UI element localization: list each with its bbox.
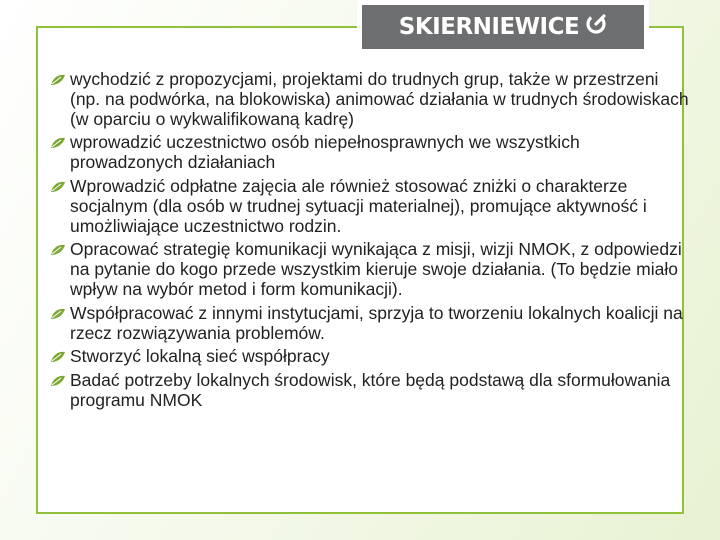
leaf-bullet-icon bbox=[50, 179, 66, 193]
list-item-text: Współpracować z innymi instytucjami, sprzyja to tworzeniu lokalnych koalicji na rzecz rozwiązywania problemów. bbox=[70, 302, 683, 343]
list-item bbox=[50, 240, 690, 299]
logo-box bbox=[357, 0, 649, 54]
list-item bbox=[50, 371, 690, 411]
skierniewice-logo-mark-icon bbox=[585, 13, 607, 41]
list-item-text: wychodzić z propozycjami, projektami do trudnych grup, także w przestrzeni (np. na podwórka, na blokowiska) animować działania w trudnych środowiskach (w oparciu o wykwalifikowaną kadrę) bbox=[70, 69, 689, 129]
leaf-bullet-icon bbox=[50, 72, 66, 86]
bullet-list bbox=[50, 70, 690, 415]
list-item bbox=[50, 133, 690, 173]
leaf-bullet-icon bbox=[50, 242, 66, 256]
list-item-text: Wprowadzić odpłatne zajęcia ale również stosować zniżki o charakterze socjalnym (dla osób w trudnej sytuacji materialnej), promujące aktywność i umożliwiające uczestnictwo rodzin. bbox=[70, 175, 647, 236]
leaf-bullet-icon bbox=[50, 373, 66, 387]
list-item bbox=[50, 70, 690, 129]
list-item-text: wprowadzić uczestnictwo osób niepełnosprawnych we wszystkich prowadzonych działaniach bbox=[70, 132, 580, 173]
list-item-text: Stworzyć lokalną sieć współpracy bbox=[70, 346, 330, 367]
list-item-text: Badać potrzeby lokalnych środowisk, które będą podstawą dla sformułowania programu NMOK bbox=[70, 370, 671, 410]
leaf-bullet-icon bbox=[50, 135, 66, 149]
list-item-text: Opracować strategię komunikacji wynikająca z misji, wizji NMOK, z odpowiedzi na pytanie do kogo przede wszystkim kieruje swoje działania. (To będzie miało wpływ na wybór metod i form komunikacji). bbox=[70, 239, 682, 299]
leaf-bullet-icon bbox=[50, 349, 66, 363]
list-item bbox=[50, 304, 690, 344]
list-item bbox=[50, 177, 690, 236]
logo bbox=[362, 5, 644, 49]
list-item bbox=[50, 347, 690, 367]
leaf-bullet-icon bbox=[50, 306, 66, 320]
logo-text: SKIERNIEWICE bbox=[398, 14, 580, 40]
